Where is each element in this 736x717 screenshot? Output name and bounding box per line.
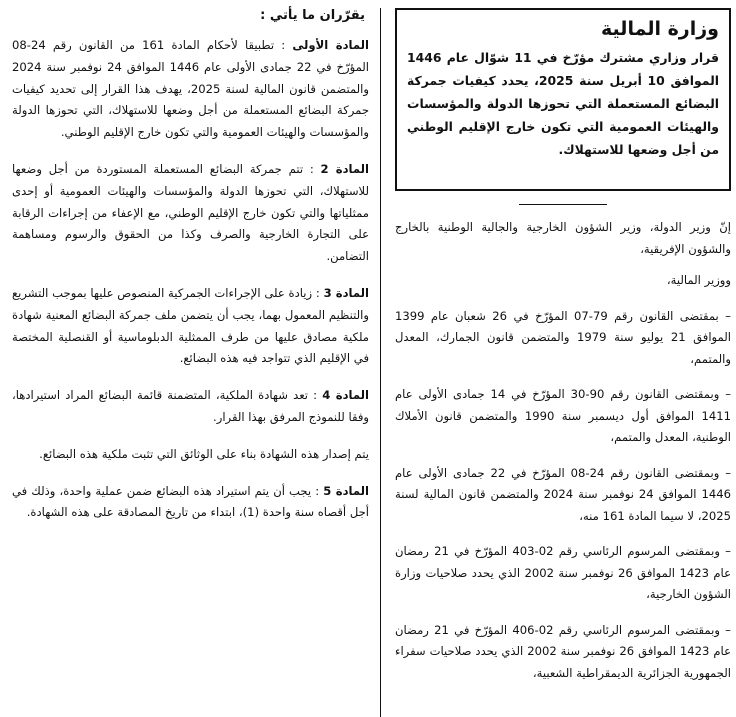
decree-title-box: [395, 8, 731, 191]
article-label: المادة 2: [320, 161, 369, 176]
decree-title: قرار وزاري مشترك مؤرّخ في 11 شوّال عام 1446 الموافق 10 أبريل سنة 2025، يحدد كيفيات جمركة البضائع المستعملة التي تحوزها الدولة والمؤسسات والهيئات العمومية التي تكون خارج الإقليم الوطني من أجل وضعها للاستهلاك.: [407, 50, 719, 157]
visa-paragraph: – وبمقتضى المرسوم الرئاسي رقم 02-406 المؤرّخ في 21 رمضان عام 1423 الموافق 26 نوفمبر سنة 2002 الذي يحدد صلاحيات سفراء الجمهورية الجزائرية الديمقراطية الشعبية،: [395, 622, 731, 680]
article-paragraph: [12, 385, 369, 429]
article-paragraph: [12, 159, 369, 268]
article-label: المادة 3: [323, 285, 369, 300]
article-label: المادة 4: [322, 388, 369, 403]
article-text: يتم إصدار هذه الشهادة بناء على الوثائق التي تثبت ملكية هذه البضائع.: [39, 446, 369, 461]
article-text: : تتم جمركة البضائع المستعملة المستوردة من أجل وضعها للاستهلاك، التي تحوزها الدولة والمؤسسات والهيئات العمومية أو إحدى ممثلياتها والتي تكون خارج الإقليم الوطني، مع الإعفاء من إجراءات الرقابة على التجارة الخارجية والصرف وكذا من الحقوق والرسوم ومساهمة التضامن.: [12, 161, 369, 264]
article-text: : زيادة على الإجراءات الجمركية المنصوص عليها بموجب التشريع والتنظيم المعمول بهما، يجب أن يتضمن ملف جمركة البضائع المعنية شهادة ملكية مصادق عليها من طرف الممثلية الدبلوماسية أو القنصلية المختصة في الإقليم الذي تتواجد فيه هذه البضائع.: [12, 285, 369, 366]
article-paragraph: [12, 481, 369, 525]
article-label: المادة الأولى: [292, 38, 369, 52]
articles-heading: يقرّران ما يأتي :: [260, 8, 365, 23]
article-paragraph: [12, 35, 369, 144]
left-column: [12, 8, 369, 539]
article-paragraph: [12, 444, 369, 466]
visa-paragraph: – بمقتضى القانون رقم 79-07 المؤرّخ في 26 شعبان عام 1399 الموافق 21 يوليو سنة 1979 والمتضمن قانون الجمارك، المعدل والمتمم،: [395, 308, 731, 366]
visa-paragraph: – وبمقتضى المرسوم الرئاسي رقم 02-403 المؤرّخ في 21 رمضان عام 1423 الموافق 26 نوفمبر سنة 2002 الذي يحدد صلاحيات وزارة الشؤون الخارجية،: [395, 544, 731, 601]
ministry-title: وزارة المالية: [601, 18, 719, 40]
visa-paragraph: – وبمقتضى القانون رقم 24-08 المؤرّخ في 22 جمادى الأولى عام 1446 الموافق 24 نوفمبر سنة 2024 والمتضمن قانون المالية لسنة 2025، لا سيما المادة 161 منه،: [395, 465, 732, 523]
article-text: : تعد شهادة الملكية، المتضمنة قائمة البضائع المراد استيرادها، وفقا للنموذج المرفق بهذا القرار.: [12, 388, 369, 424]
column-divider: [380, 8, 381, 717]
visa-paragraph: – وبمقتضى القانون رقم 90-30 المؤرّخ في 14 جمادى الأولى عام 1411 الموافق أول ديسمبر سنة 1990 والمتضمن قانون الأملاك الوطنية، المعدل والمتمم،: [395, 387, 732, 444]
preamble-paragraph: ووزير المالية،: [666, 273, 731, 287]
right-column: [395, 8, 731, 698]
article-label: المادة 5: [323, 483, 369, 498]
title-separator: [519, 204, 607, 205]
preamble-paragraph: إنّ وزير الدولة، وزير الشؤون الخارجية والجالية الوطنية بالخارج والشؤون الإفريقية،: [395, 220, 731, 256]
article-text: : يجب أن يتم استيراد هذه البضائع ضمن عملية واحدة، وذلك في أجل أقصاه سنة واحدة (1)، ابتداء من تاريخ المصادقة على هذه الشهادة.: [12, 483, 369, 520]
article-paragraph: [12, 283, 369, 370]
article-text: : تطبيقا لأحكام المادة 161 من القانون رقم 24-08 المؤرّخ في 22 جمادى الأولى عام 1446 الموافق 24 نوفمبر سنة 2024 والمتضمن قانون المالية لسنة 2025، يهدف هذا القرار إلى تحديد كيفيات جمركة البضائع المستعملة من أجل وضعها للاستهلاك، التي تحوزها الدولة والمؤسسات والهيئات العمومية والتي تكون خارج الإقليم الوطني.: [12, 38, 370, 140]
